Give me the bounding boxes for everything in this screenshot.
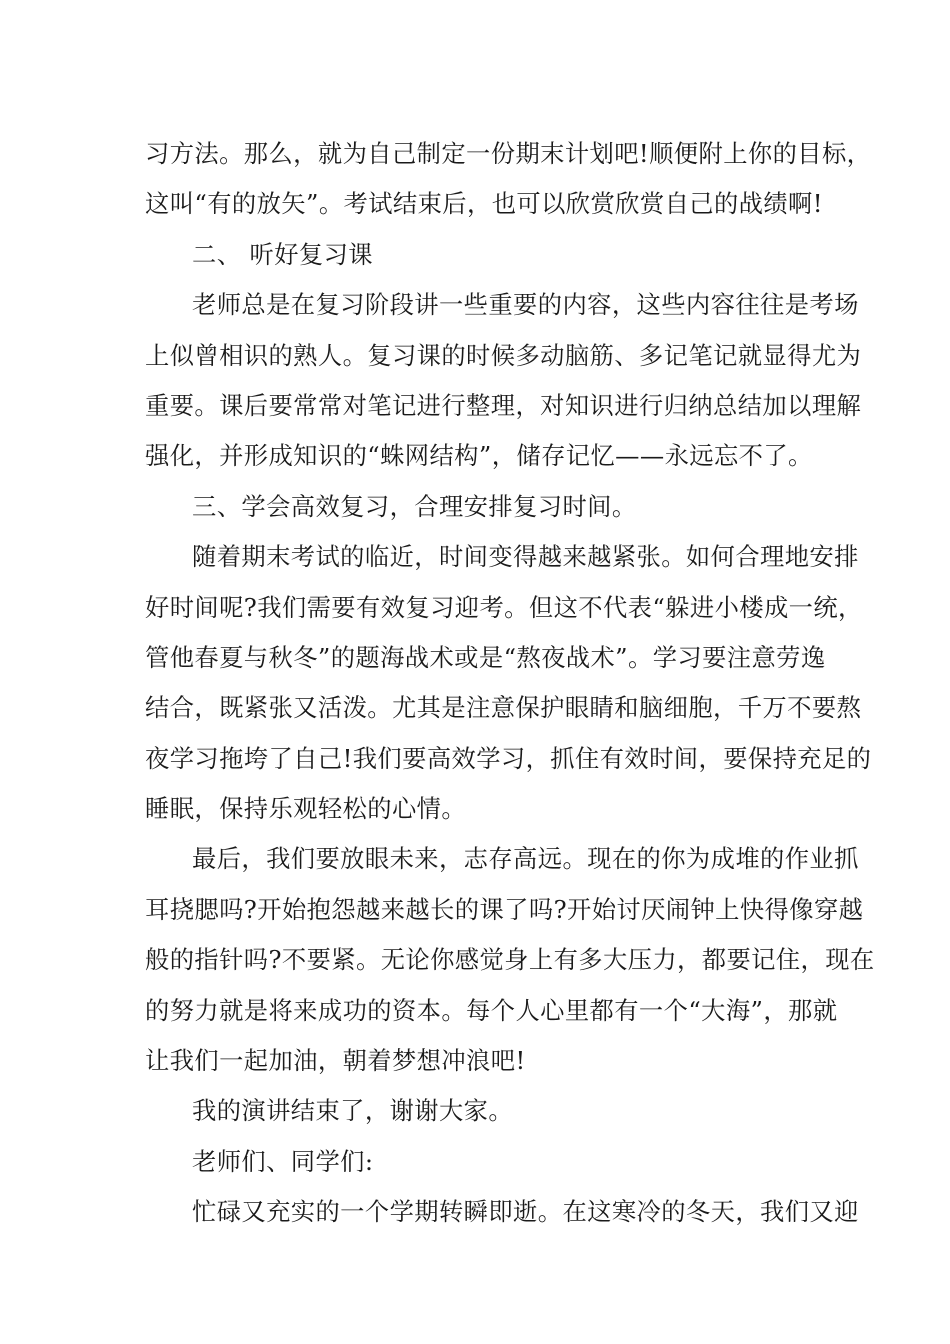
text-line: 重要。课后要常常对笔记进行整理，对知识进行归纳总结加以理解	[145, 390, 862, 420]
text-line: 管他春夏与秋冬”的题海战术或是“熬夜战术”。学习要注意劳逸	[145, 642, 826, 672]
salutation-line: 老师们、同学们:	[192, 1146, 374, 1176]
section-heading-2: 二、 听好复习课	[192, 239, 374, 269]
text-line: 耳挠腮吗?开始抱怨越来越长的课了吗?开始讨厌闹钟上快得像穿越	[145, 894, 864, 924]
text-line: 结合，既紧张又活泼。尤其是注意保护眼睛和脑细胞，千万不要熬	[145, 693, 862, 723]
section-heading-3: 三、学会高效复习，合理安排复习时间。	[192, 491, 637, 521]
text-line: 夜学习拖垮了自己!我们要高效学习，抓住有效时间，要保持充足的	[145, 743, 872, 773]
text-line: 习方法。那么，就为自己制定一份期末计划吧!顺便附上你的目标，	[145, 139, 872, 168]
text-line: 好时间呢?我们需要有效复习迎考。但这不代表“躲进小楼成一统，	[145, 592, 863, 622]
closing-line: 我的演讲结束了，谢谢大家。	[192, 1096, 514, 1126]
text-line: 这叫“有的放矢”。考试结束后，也可以欣赏欣赏自己的战绩啊!	[145, 189, 823, 219]
text-line: 强化，并形成知识的“蛛网结构”，储存记忆——永远忘不了。	[145, 441, 813, 471]
text-line: 随着期末考试的临近，时间变得越来越紧张。如何合理地安排	[192, 542, 859, 572]
text-line: 般的指针吗?不要紧。无论你感觉身上有多大压力，都要记住，现在	[145, 945, 875, 975]
text-line: 忙碌又充实的一个学期转瞬即逝。在这寒冷的冬天，我们又迎	[192, 1197, 859, 1227]
text-line: 上似曾相识的熟人。复习课的时候多动脑筋、多记笔记就显得尤为	[145, 340, 862, 370]
text-line: 让我们一起加油，朝着梦想冲浪吧!	[145, 1046, 526, 1076]
text-line: 睡眠，保持乐观轻松的心情。	[145, 794, 467, 824]
text-line: 老师总是在复习阶段讲一些重要的内容，这些内容往往是考场	[192, 290, 859, 320]
document-body	[145, 129, 875, 1238]
text-line: 的努力就是将来成功的资本。每个人心里都有一个“大海”，那就	[145, 995, 838, 1025]
text-line: 最后，我们要放眼未来，志存高远。现在的你为成堆的作业抓	[192, 844, 859, 874]
